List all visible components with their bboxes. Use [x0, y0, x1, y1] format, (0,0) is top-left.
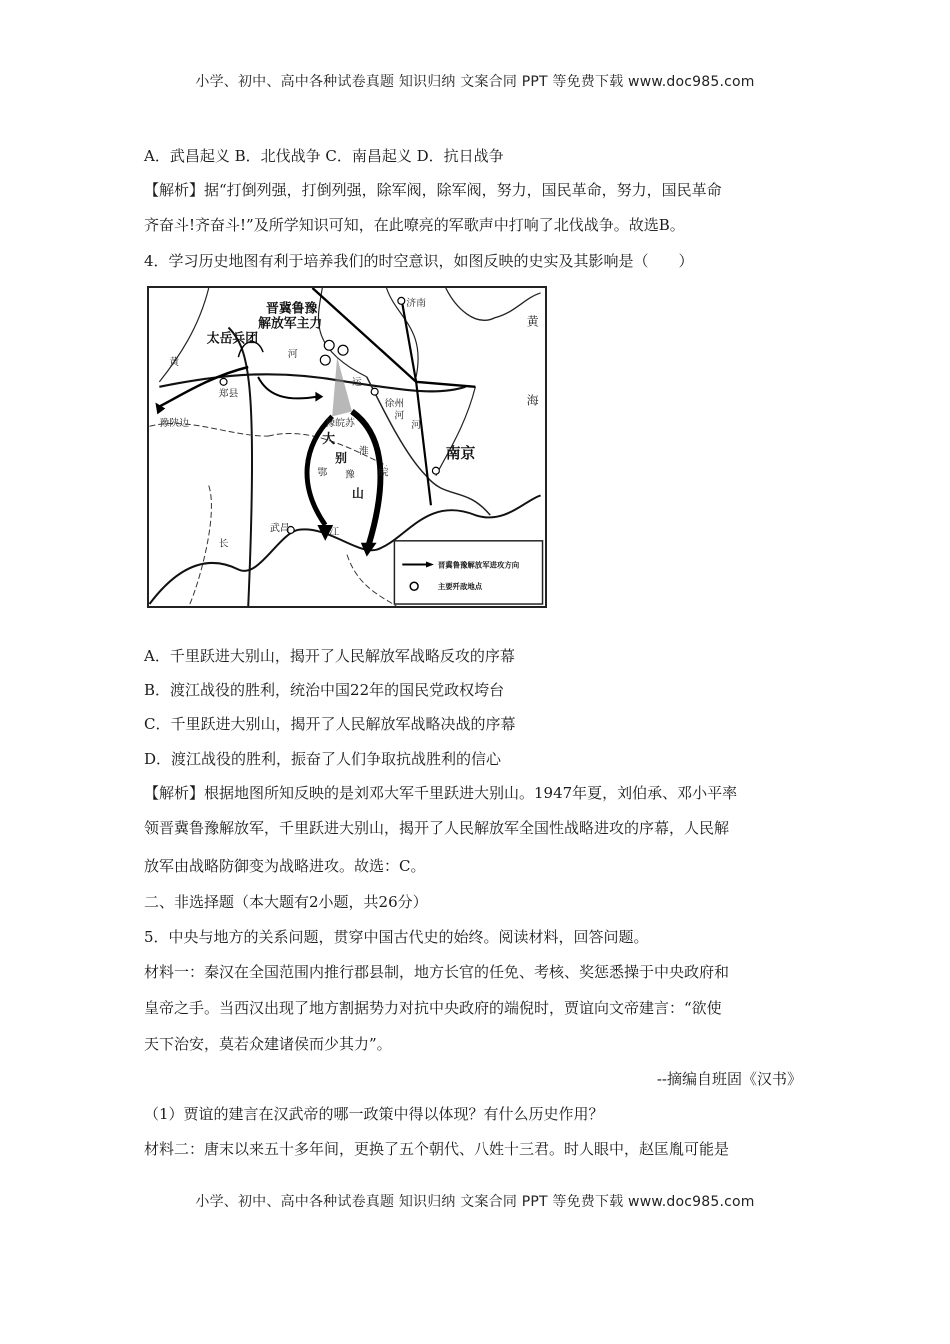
historical-map-dabieshan [147, 286, 547, 608]
q4-option-c: C．千里跃进大别山，揭开了人民解放军战略决战的序幕 [144, 715, 516, 733]
map-label-jinan: 济南 [406, 297, 426, 309]
page-footer-watermark: 小学、初中、高中各种试卷真题 知识归纳 文案合同 PPT 等免费下载 www.doc985.com [195, 1194, 755, 1210]
q5-material1-line-2: 皇帝之手。当西汉出现了地方割据势力对抗中央政府的端倪时，贾谊向文帝建言：“欲使 [144, 999, 722, 1017]
map-label-e: 鄂 [317, 467, 328, 479]
map-label-he: 河 [287, 349, 298, 361]
map-label-wan: 皖 [378, 467, 389, 479]
page-header-watermark: 小学、初中、高中各种试卷真题 知识归纳 文案合同 PPT 等免费下载 www.doc985.com [195, 74, 755, 90]
section-2-title: 二、非选择题（本大题有2小题，共26分） [144, 893, 428, 911]
map-label-yu: 豫 [345, 469, 355, 481]
map-label-main-force-2: 解放军主力 [258, 316, 323, 332]
map-label-main-force-1: 晋冀鲁豫 [266, 301, 318, 317]
map-label-huai: 淮 [358, 445, 369, 457]
map-label-yuwansu: 豫皖苏 [325, 418, 355, 430]
map-label-jiang: 江 [329, 526, 340, 538]
q4-analysis-line-3: 放军由战略防御变为战略进攻。故选：C。 [144, 857, 426, 875]
q5-material1-line-3: 天下治安，莫若众建诸侯而少其力”。 [144, 1035, 392, 1053]
map-label-yushanbian: 豫陕边 [159, 418, 189, 430]
map-label-da: 大 [322, 432, 336, 448]
legend-main-battle: 主要歼敌地点 [437, 582, 483, 592]
q4-stem: 4．学习历史地图有利于培养我们的时空意识，如图反映的史实及其影响是（ ） [144, 252, 694, 270]
map-label-he2: 河 [394, 410, 405, 422]
map-label-yun: 运 [351, 376, 362, 388]
map-label-zhengxian: 郑县 [218, 388, 239, 400]
map-label-yellow-sea-2: 海 [526, 393, 539, 408]
q4-option-b: B．渡江战役的胜利，统治中国22年的国民党政权垮台 [144, 681, 505, 699]
map-label-bie: 别 [335, 450, 347, 465]
q5-sub-question-1: （1）贾谊的建言在汉武帝的哪一政策中得以体现？有什么历史作用？ [144, 1105, 604, 1123]
q3-options: A．武昌起义 B．北伐战争 C．南昌起义 D．抗日战争 [144, 147, 504, 165]
map-label-shan: 山 [351, 486, 364, 501]
q4-analysis-line-1: 【解析】根据地图所知反映的是刘邓大军千里跃进大别山。1947年夏，刘伯承、邓小平率 [144, 784, 738, 802]
q4-analysis-line-2: 领晋冀鲁豫解放军，千里跃进大别山，揭开了人民解放军全国性战略进攻的序幕，人民解 [144, 819, 730, 837]
map-label-taiyue: 太岳兵团 [206, 331, 259, 347]
legend-attack-direction: 晋冀鲁豫解放军进攻方向 [437, 560, 520, 570]
q3-analysis-line-2: 齐奋斗!齐奋斗!”及所学知识可知，在此嘹亮的军歌声中打响了北伐战争。故选B。 [144, 216, 685, 234]
q4-option-a: A．千里跃进大别山，揭开了人民解放军战略反攻的序幕 [144, 647, 515, 665]
map-label-yellow-sea-1: 黄 [526, 314, 539, 329]
map-legend [394, 541, 542, 604]
map-label-he3: 河 [411, 420, 422, 432]
q5-source1: --摘编自班固《汉书》 [656, 1070, 802, 1088]
q4-option-d: D．渡江战役的胜利，振奋了人们争取抗战胜利的信心 [144, 750, 502, 768]
q5-material2-line-1: 材料二：唐末以来五十多年间，更换了五个朝代、八姓十三君。时人眼中，赵匡胤可能是 [144, 1140, 730, 1158]
map-label-chang: 长 [218, 538, 229, 550]
map-label-huang: 黄 [169, 357, 180, 369]
q5-stem: 5．中央与地方的关系问题，贯穿中国古代史的始终。阅读材料，回答问题。 [144, 928, 649, 946]
map-label-wuchang: 武昌 [269, 522, 290, 534]
q5-material1-line-1: 材料一：秦汉在全国范围内推行郡县制，地方长官的任免、考核、奖惩悉操于中央政府和 [144, 963, 730, 981]
map-label-nanjing: 南京 [445, 444, 476, 462]
q3-analysis-line-1: 【解析】据“打倒列强，打倒列强，除军阀，除军阀，努力，国民革命，努力，国民革命 [144, 181, 722, 199]
map-label-xuzhou: 徐州 [384, 398, 405, 410]
